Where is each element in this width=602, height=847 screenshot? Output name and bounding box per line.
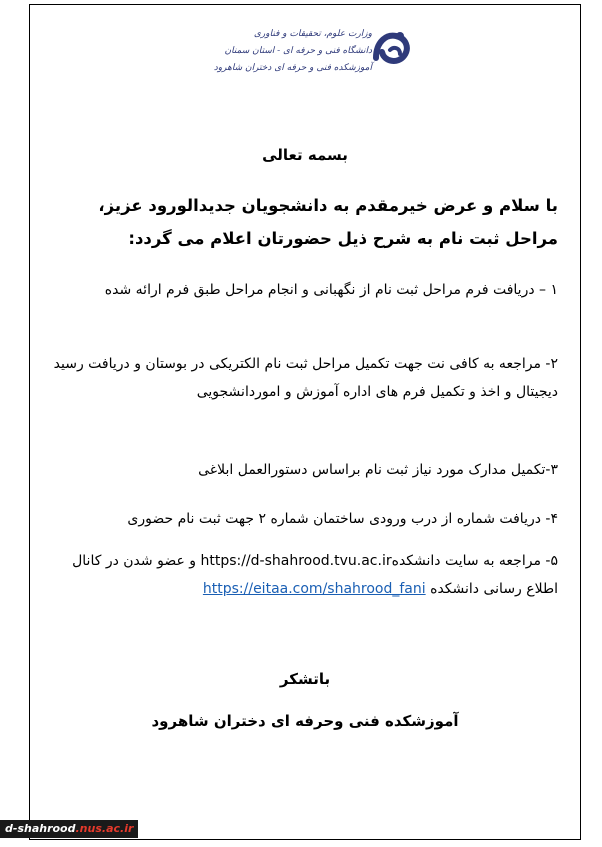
logo-emblem-icon — [370, 28, 414, 68]
college-website-url: https://d-shahrood.tvu.ac.ir — [200, 553, 392, 569]
watermark-domain: d-shahrood — [5, 822, 76, 835]
step-5-prefix: ۵- مراجعه به سایت دانشکده — [391, 553, 558, 569]
step-3: ۳-تکمیل مدارک مورد نیاز ثبت نام براساس دستورالعمل ابلاغی — [198, 462, 558, 478]
logo-line-college: آموزشکده فنی و حرفه ای دختران شاهرود — [213, 63, 372, 73]
signature-text: آموزشکده فنی وحرفه ای دختران شاهرود — [151, 712, 459, 730]
eitaa-channel-link[interactable]: https://eitaa.com/shahrood_fani — [202, 581, 426, 597]
step-1: ۱ – دریافت فرم مراحل ثبت نام از نگهبانی و انجام مراحل طبق فرم ارائه شده — [104, 282, 558, 298]
thanks-text: باتشکر — [279, 670, 331, 688]
step-2: ۲- مراجعه به کافی نت جهت تکمیل مراحل ثبت نام الکتریکی در بوستان و دریافت رسید دیجیتال و اخذ و تکمیل فرم های اداره آموزش و اموردانشجویی — [53, 356, 558, 400]
watermark-suffix: .nus.ac.ir — [75, 822, 134, 835]
step-5-middle: و عضو شدن در کانال اطلاع رسانی دانشکده — [72, 553, 558, 597]
greeting-paragraph: با سلام و عرض خیرمقدم به دانشجویان جدیدالورود عزیز، مراحل ثبت نام به شرح ذیل حضورتان اعلام می گردد: — [98, 196, 558, 248]
university-logo — [213, 22, 412, 100]
logo-text — [213, 26, 372, 77]
step-4: ۴- دریافت شماره از درب ورودی ساختمان شماره ۲ جهت ثبت نام حضوری — [127, 511, 558, 527]
basmala-heading: بسمه تعالی — [262, 146, 348, 164]
site-watermark — [0, 820, 138, 838]
logo-line-ministry: وزارت علوم، تحقیقات و فناوری — [253, 29, 372, 39]
logo-line-university: دانشگاه فنی و حرفه ای - استان سمنان — [224, 46, 372, 56]
step-5 — [44, 547, 558, 603]
